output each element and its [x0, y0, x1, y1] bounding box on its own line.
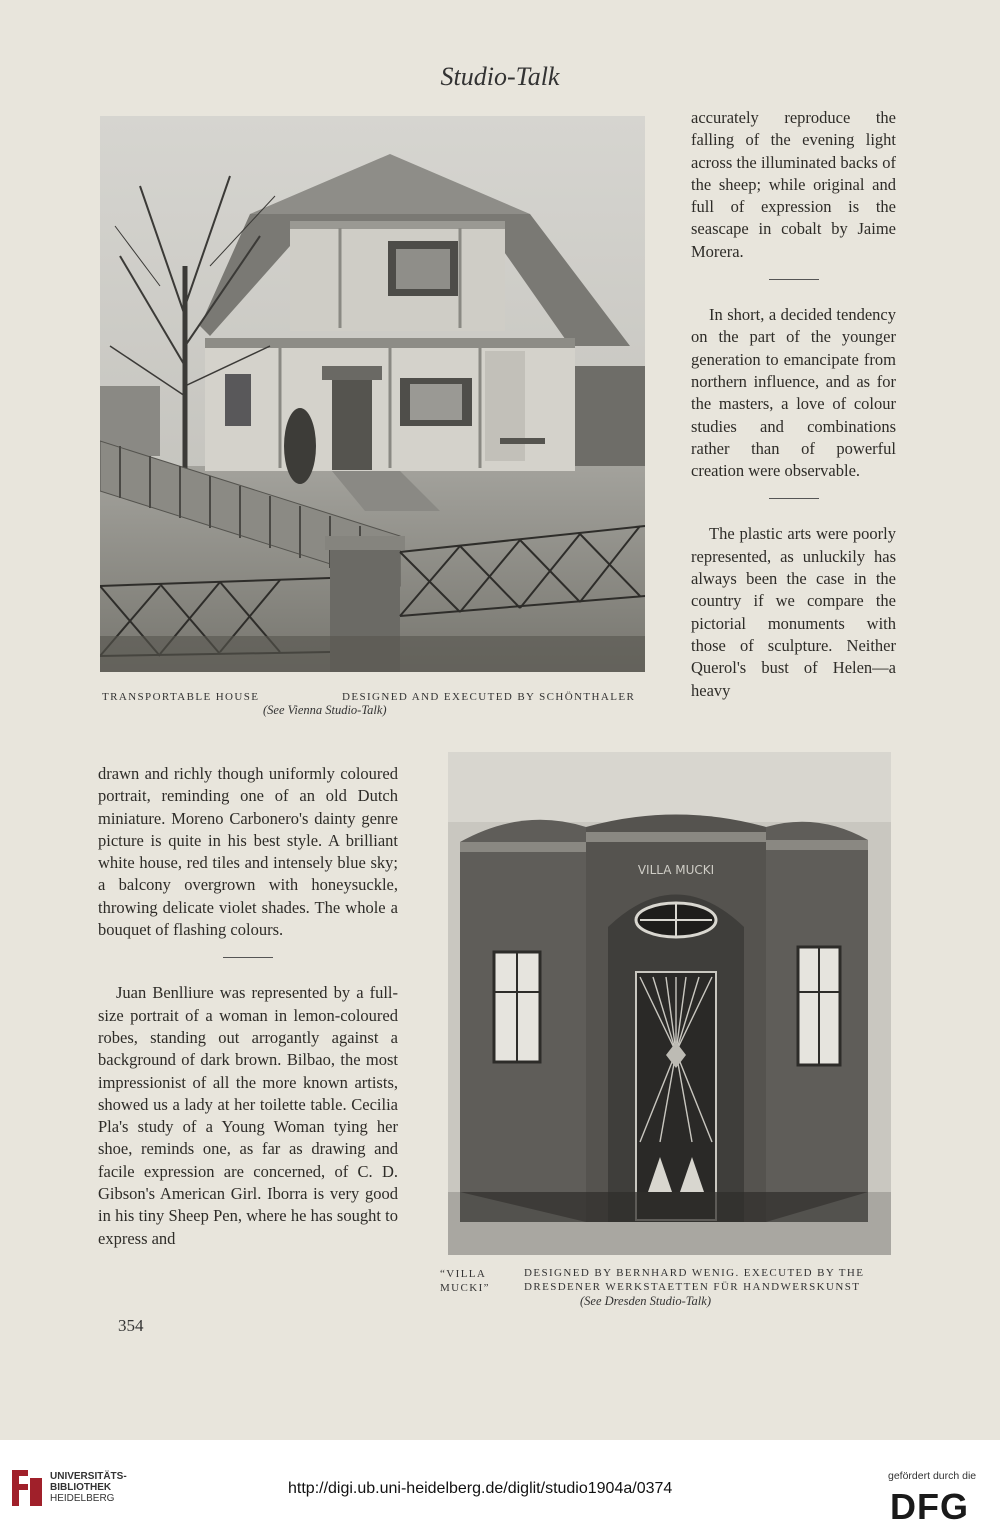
- section-divider: [769, 498, 819, 499]
- section-divider: [769, 279, 819, 280]
- library-footer: [0, 1440, 1000, 1537]
- villa-sign-text: VILLA MUCKI: [637, 863, 715, 877]
- section-divider: [223, 957, 273, 958]
- left-paragraph-2: Juan Benlliure was represented by a full-size portrait of a woman in lemon-coloured robes, standing out arrogantly against a background of dark brown. Bilbao, the most impressionist of all the more known artists, showed us a lady at her toilette table. Cecilia Pla's study of a Young Woman tying her shoe, reminds one, as far as drawing and facile expression are concerned, of C. D. Gibson's American Girl. Iborra is very good in his tiny Sheep Pen, where he has sought to express and: [98, 983, 398, 1248]
- figure2-caption-see: (See Dresden Studio-Talk): [580, 1294, 711, 1308]
- right-paragraph-2: In short, a decided tendency on the part of the younger generation to emancipate from northern influence, and as for the masters, a love of colour studies and combinations rather than of powerful creation were observable.: [691, 305, 896, 481]
- villa-mucki-photo: [448, 752, 891, 1255]
- figure2-caption-line2: DRESDENER WERKSTAETTEN FÜR HANDWERSKUNST: [524, 1281, 861, 1293]
- figure1-caption-left: TRANSPORTABLE HOUSE: [102, 691, 260, 703]
- right-paragraph-3: The plastic arts were poorly represented, as unluckily has always been the case in the country if we compare the pictorial monuments with those of sculpture. Neither Querol's bust of Helen—a heavy: [691, 524, 896, 700]
- right-column: [691, 107, 896, 702]
- left-column: [98, 763, 398, 1250]
- transportable-house-photo: [100, 116, 645, 672]
- figure2-caption-title: “VILLA MUCKI”: [440, 1268, 490, 1294]
- running-head: Studio-Talk: [440, 62, 560, 91]
- left-paragraph-1: drawn and richly though uniformly coloured portrait, reminding one of an old Dutch miniature. Moreno Carbonero's dainty genre picture is quite in his best style. A brilliant white house, red tiles and intensely blue sky; a balcony overgrown with honeysuckle, throwing delicate violet shades. The whole a bouquet of flashing colours.: [98, 764, 398, 940]
- right-paragraph-1: accurately reproduce the falling of the evening light across the illuminated backs of the sheep; while original and full of expression is the seascape in cobalt by Jaime Morera.: [691, 108, 896, 261]
- funded-by-label: gefördert durch die: [888, 1470, 977, 1482]
- dfg-logo: DFG: [890, 1486, 969, 1527]
- document-url[interactable]: http://digi.ub.uni-heidelberg.de/diglit/studio1904a/0374: [288, 1480, 673, 1497]
- library-name: [50, 1471, 127, 1504]
- villa-mucki-illustration: [448, 752, 891, 1255]
- figure1-caption-right: DESIGNED AND EXECUTED BY SCHÖNTHALER: [342, 691, 636, 703]
- figure2-caption-line1: DESIGNED BY BERNHARD WENIG. EXECUTED BY THE: [524, 1267, 865, 1279]
- house-illustration: [100, 116, 645, 672]
- library-line-3: HEIDELBERG: [50, 1493, 115, 1504]
- library-line-2: BIBLIOTHEK: [50, 1482, 112, 1493]
- university-library-logo-icon: [10, 1468, 44, 1508]
- page-number: 354: [118, 1316, 144, 1335]
- library-line-1: UNIVERSITÄTS-: [50, 1471, 127, 1482]
- figure1-caption-see: (See Vienna Studio-Talk): [263, 703, 387, 717]
